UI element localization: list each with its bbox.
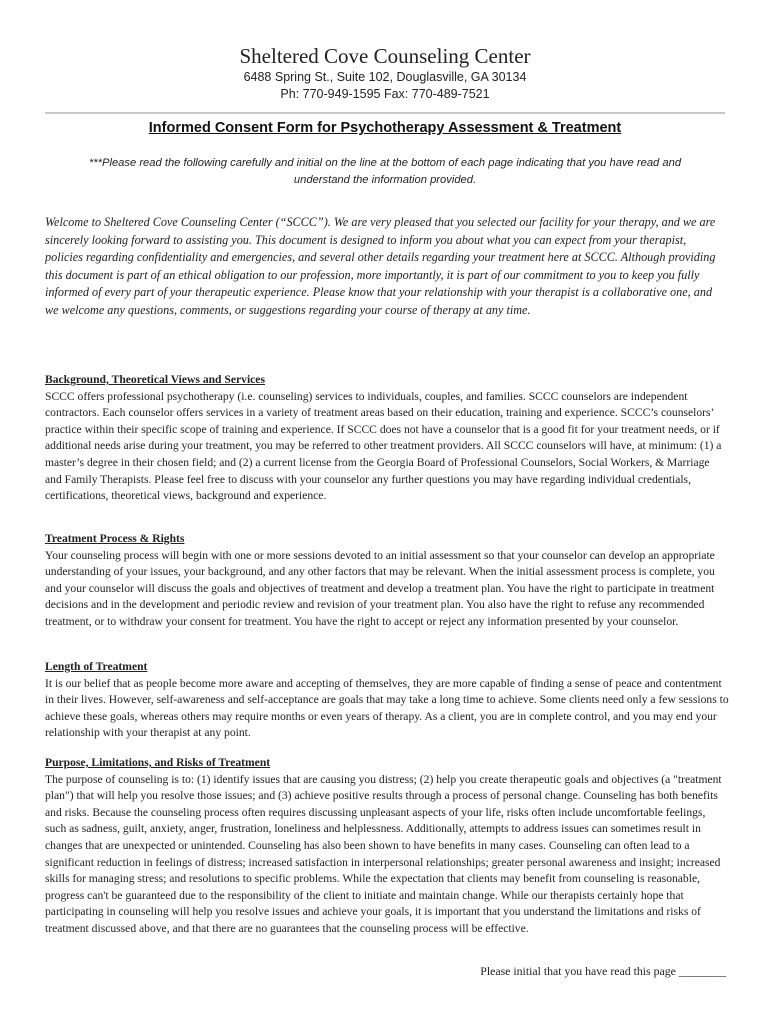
section-length-of-treatment [45, 659, 729, 742]
section-background [45, 372, 729, 505]
header-divider [45, 112, 725, 114]
center-phone-fax: Ph: 770-949-1595 Fax: 770-489-7521 [280, 87, 490, 101]
section-body: SCCC offers professional psychotherapy (i.e. counseling) services to individuals, couples, and families. SCCC counselors are independent contractors. Each counselor offers services in a variety of treatment areas based on their education, training and experience. SCCC’s counselors’ practice within their specific scope of training and experience. If SCCC does not have a counselor that is a good fit for your treatment needs, or if additional needs arise during your treatment, you may be referred to other treatment providers. All SCCC counselors will have, at minimum: (1) a master’s degree in their chosen field; and (2) a current license from the Georgia Board of Professional Counselors, Social Workers, & Marriage and Family Therapists. Please feel free to discuss with your counselor any further questions you may have regarding individual credentials, certifications, theoretical views, background and experience. [45, 389, 722, 503]
section-heading: Treatment Process & Rights [45, 532, 185, 545]
initial-line[interactable]: Please initial that you have read this page ________ [480, 964, 726, 978]
center-name: Sheltered Cove Counseling Center [239, 44, 531, 68]
section-treatment-process [45, 531, 729, 631]
instructions: ***Please read the following carefully and initial on the line at the bottom of each page indicating that you have read and understand the information provided. [88, 157, 682, 186]
section-heading: Purpose, Limitations, and Risks of Treatment [45, 756, 271, 769]
section-body: The purpose of counseling is to: (1) identify issues that are causing you distress; (2) help you create therapeutic goals and objectives (a "treatment plan") that will help you resolve those issues; and (3) achieve positive results through a process of personal change. Counseling has both benefits and risks. Because the counseling process often requires discussing unpleasant aspects of your life, risks often include uncomfortable feelings, such as sadness, guilt, anxiety, anger, frustration, loneliness and helplessness. Additionally, attempts to address issues can sometimes result in changes that are unexpected or unintended. Counseling has also been shown to have benefits in many cases. Counseling can often lead to a significant reduction in feelings of distress; increased satisfaction in interpersonal relationships; greater personal awareness and insight; increased skills for managing stress; and resolutions to specific problems. While the expectation that clients may benefit from counseling is reasonable, progress can't be guaranteed due to the responsibility of the client to initiate and maintain change. While our therapists certainly hope that participating in counseling will help you resolve issues and achieve your goals, it is important that you understand the limitations and risks of treatment discussed above, and that there are no guarantees that the counseling process will be effective. [45, 772, 722, 935]
section-heading: Length of Treatment [45, 660, 148, 673]
form-title: Informed Consent Form for Psychotherapy Assessment & Treatment [148, 120, 622, 136]
center-address: 6488 Spring St., Suite 102, Douglasville, GA 30134 [243, 70, 527, 84]
section-heading: Background, Theoretical Views and Services [45, 373, 265, 386]
section-body: It is our belief that as people become more aware and accepting of themselves, they are more capable of finding a sense of peace and contentment in their lives. However, self-awareness and self-acceptance are goals that may take a long time to achieve. Some clients need only a few sessions to achieve these goals, whereas others may require months or even years of therapy. As a client, you are in complete control, and you may end your relationship with your therapist at any point. [45, 676, 729, 740]
welcome-paragraph: Welcome to Sheltered Cove Counseling Center (“SCCC”). We are very pleased that you selected our facility for your therapy, and we are sincerely looking forward to assisting you. This document is designed to inform you about what you can expect from your therapist, policies regarding confidentiality and emergencies, and several other details regarding your treatment here at SCCC. Although providing this document is part of an ethical obligation to our profession, more importantly, it is part of our commitment to you to keep you fully informed of every part of your therapeutic experience. Please know that your relationship with your therapist is a collaborative one, and we welcome any questions, comments, or suggestions regarding your course of therapy at any time. [45, 215, 716, 317]
section-purpose-limitations-risks [45, 755, 729, 938]
section-body: Your counseling process will begin with one or more sessions devoted to an initial assessment so that your counselor can develop an appropriate understanding of your issues, your background, and any other factors that may be relevant. When the initial assessment process is complete, you and your counselor will discuss the goals and objectives of treatment and develop a treatment plan. You have the right to participate in treatment decisions and in the development and periodic review and revision of your treatment plan. You also have the right to refuse any recommended treatment, or to withdraw your consent for treatment. You have the right to accept or reject any information presented by your counselor. [45, 548, 715, 628]
